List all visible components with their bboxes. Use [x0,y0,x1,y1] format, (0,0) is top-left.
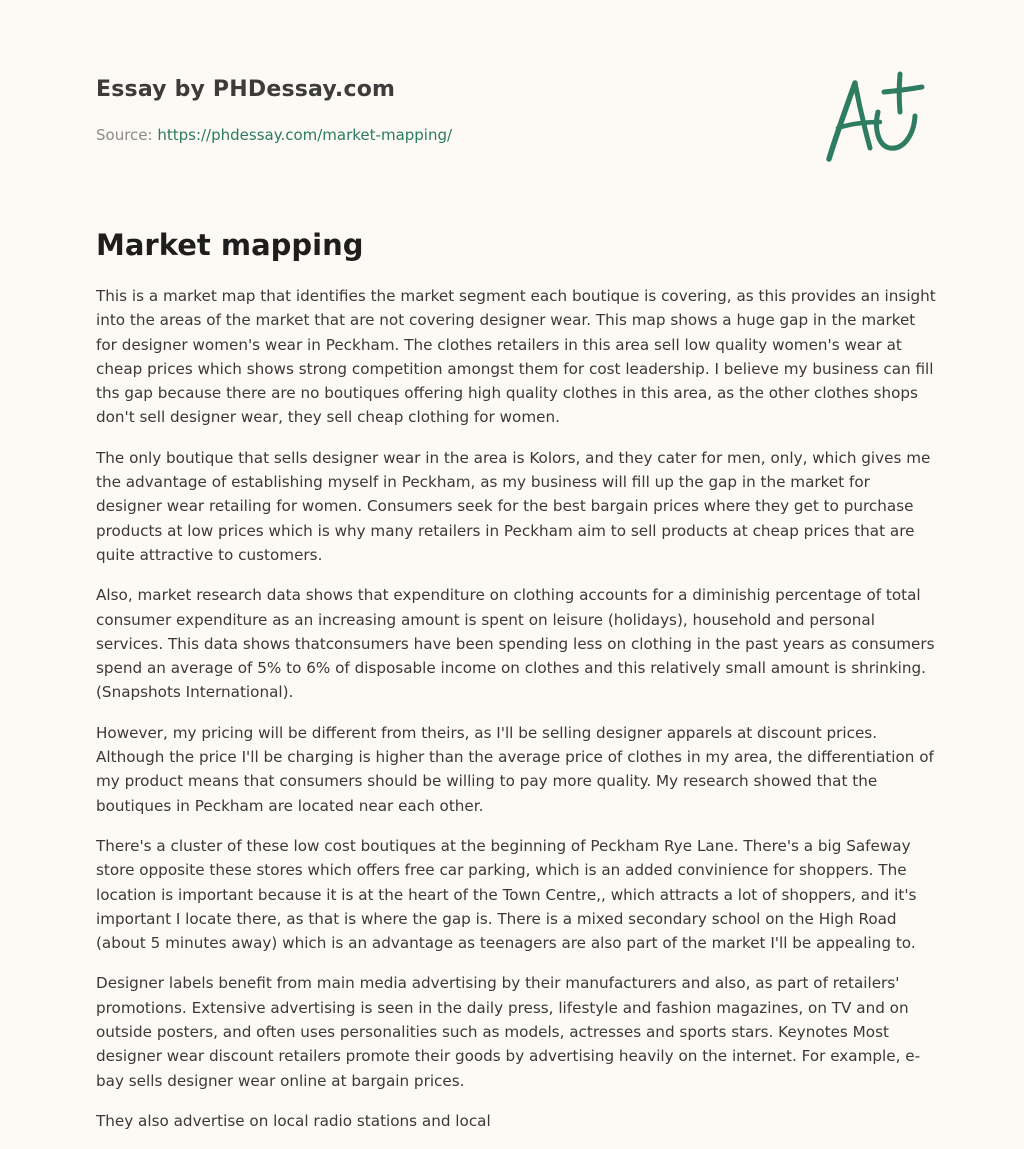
site-title: Essay by PHDessay.com [96,77,396,102]
paragraph: The only boutique that sells designer wear in the area is Kolors, and they cater for men, only, which gives me the advantage of establishing myself in Peckham, as my business will fill up the gap in the market for designer wear retailing for women. Consumers seek for the best bargain prices where they get to purchase products at low prices which is why many retailers in Peckham aim to sell products at cheap prices that are quite attractive to customers. [96,448,931,564]
paragraph: There's a cluster of these low cost boutiques at the beginning of Peckham Rye Lane. There's a big Safeway store opposite these stores which offers free car parking, which is an added convinience for shoppers. The location is important because it is at the heart of the Town Centre,, which attracts a lot of shoppers, and it's important I locate there, as that is where the gap is. There is a mixed secondary school on the High Road (about 5 minutes away) which is an advantage as teenagers are also part of the market I'll be appealing to. [96,836,917,953]
paragraph: Designer labels benefit from main media advertising by their manufacturers and also, as part of retailers' promotions. Extensive advertising is seen in the daily press, lifestyle and fashion magazines, on TV and on outside posters, and often uses personalities such as models, actresses and sports stars. Keynotes Most designer wear discount retailers promote their goods by advertising heavily on the internet. For example, e-bay sells designer wear online at bargain prices. [96,974,921,1090]
paragraph: This is a market map that identifies the market segment each boutique is covering, as this provides an insight into the areas of the market that are not covering designer wear. This map shows a huge gap in the market for designer women's wear in Peckham. The clothes retailers in this area sell low quality women's wear at cheap prices which shows strong competition amongst them for cost leadership. I believe my business can fill ths gap because there are no boutiques offering high quality clothes in this area, as the other clothes shops don't sell designer wear, they sell cheap clothing for women. [96,287,936,427]
page-header [96,74,796,145]
paragraph: However, my pricing will be different from theirs, as I'll be selling designer apparels at discount prices. Although the price I'll be charging is higher than the average price of clothes in my area, the differentiation of my product means that consumers should be willing to pay more quality. My research showed that the boutiques in Peckham are located near each other. [96,723,934,815]
paragraph: Also, market research data shows that expenditure on clothing accounts for a diminishig percentage of total consumer expenditure as an increasing amount is spent on leisure (holidays), household and personal services. This data shows thatconsumers have been spending less on clothing in the past years as consumers spend an average of 5% to 6% of disposable income on clothes and this relatively small amount is shrinking. (Snapshots International). [96,586,935,702]
a-plus-logo-icon [820,66,932,166]
essay-body [96,284,936,1149]
source-link[interactable]: https://phdessay.com/market-mapping/ [157,126,453,144]
essay-title: Market mapping [96,228,364,262]
source-line [96,125,796,145]
source-label: Source: [96,126,158,144]
paragraph: They also advertise on local radio stations and local [96,1111,491,1130]
